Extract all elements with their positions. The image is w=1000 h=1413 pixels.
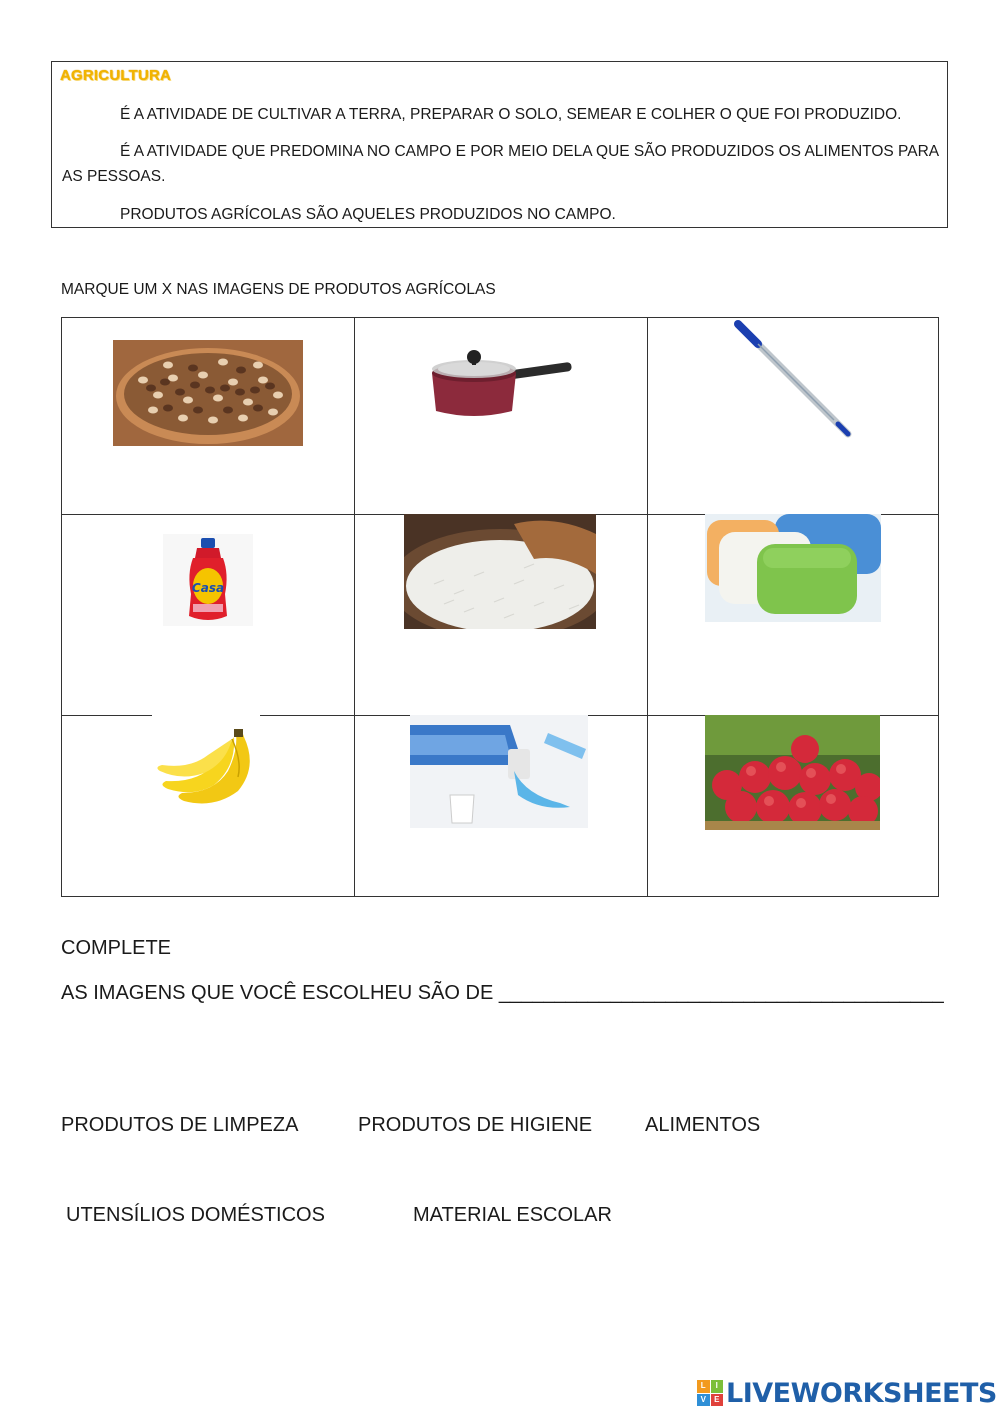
beans-bowl-image — [113, 340, 303, 446]
definition-paragraph-2: É A ATIVIDADE QUE PREDOMINA NO CAMPO E POR MEIO DELA QUE SÃO PRODUZIDOS OS ALIMENTOS PARA AS PESSOAS. — [62, 143, 939, 185]
product-image-grid — [61, 317, 939, 897]
banana-bunch-image — [154, 727, 264, 807]
grid-cell-saucepan[interactable] — [354, 318, 647, 514]
toothpaste-image — [410, 715, 588, 828]
liveworksheets-logo — [697, 1375, 997, 1411]
fill-in-sentence[interactable]: AS IMAGENS QUE VOCÊ ESCOLHEU SÃO DE ________________________________________ — [61, 982, 944, 1004]
exercise-instruction: MARQUE UM X NAS IMAGENS DE PRODUTOS AGRÍCOLAS — [61, 281, 496, 298]
ballpoint-pen-image — [730, 318, 860, 443]
svg-text:Casa: Casa — [191, 581, 225, 595]
grid-cell-soap[interactable] — [647, 514, 939, 715]
saucepan-image — [428, 343, 578, 423]
complete-heading: COMPLETE — [61, 937, 172, 959]
liveworksheets-logo-mark: L I V E — [697, 1380, 723, 1406]
grid-cell-rice[interactable] — [354, 514, 647, 715]
option-utensilios-domesticos[interactable]: UTENSÍLIOS DOMÉSTICOS — [66, 1204, 325, 1226]
softener-bottle-image — [163, 534, 253, 626]
option-produtos-de-limpeza[interactable]: PRODUTOS DE LIMPEZA — [61, 1114, 299, 1136]
definition-paragraph-1: É A ATIVIDADE DE CULTIVAR A TERRA, PREPARAR O SOLO, SEMEAR E COLHER O QUE FOI PRODUZIDO. — [120, 106, 902, 123]
option-alimentos[interactable]: ALIMENTOS — [645, 1114, 761, 1136]
grid-cell-apples[interactable] — [647, 715, 939, 896]
grid-cell-banana[interactable] — [62, 715, 354, 896]
soap-bars-image — [705, 514, 881, 622]
section-title: AGRICULTURA — [60, 67, 172, 84]
option-material-escolar[interactable]: MATERIAL ESCOLAR — [413, 1204, 612, 1226]
rice-bowl-image — [404, 514, 596, 629]
grid-cell-toothpaste[interactable] — [354, 715, 647, 896]
apples-basket-image — [705, 715, 880, 830]
definition-paragraph-3: PRODUTOS AGRÍCOLAS SÃO AQUELES PRODUZIDOS NO CAMPO. — [120, 206, 616, 223]
grid-cell-pen[interactable] — [647, 318, 939, 514]
definition-box — [51, 61, 948, 228]
grid-cell-beans[interactable] — [62, 318, 354, 514]
image-mask — [152, 713, 260, 719]
liveworksheets-wordmark: LIVEWORKSHEETS — [726, 1377, 997, 1409]
grid-cell-softener[interactable] — [62, 514, 354, 715]
option-produtos-de-higiene[interactable]: PRODUTOS DE HIGIENE — [358, 1114, 593, 1136]
